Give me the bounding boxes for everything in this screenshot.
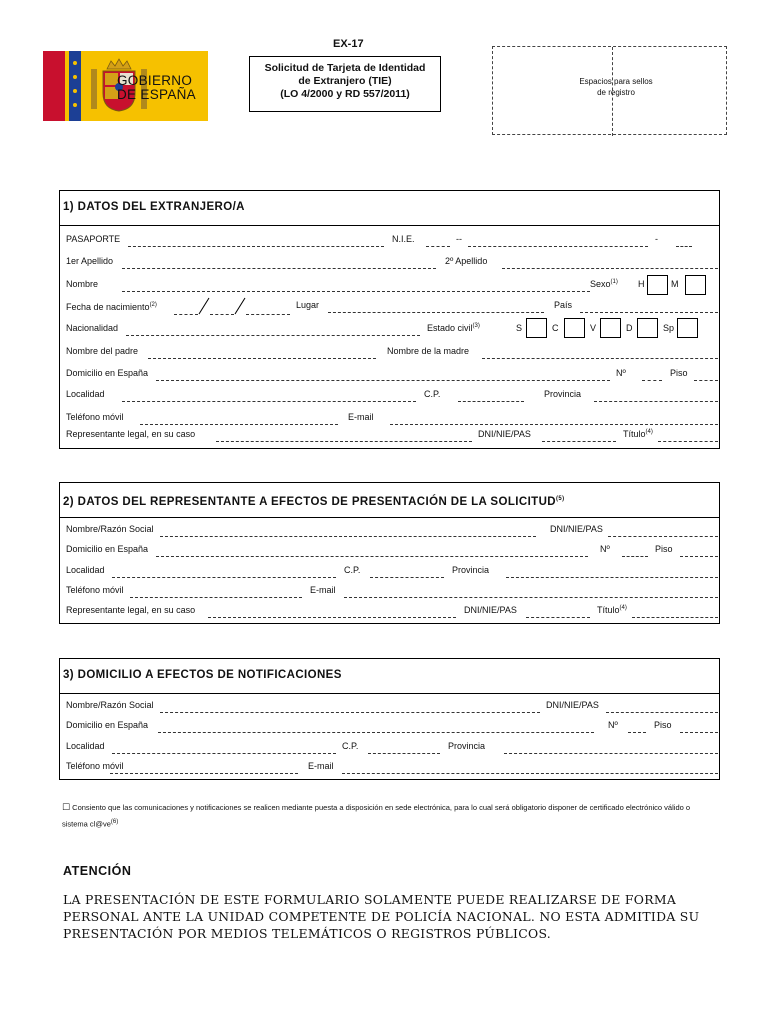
section-domicilio-notificaciones xyxy=(59,658,720,780)
input-provincia[interactable] xyxy=(506,577,718,578)
label-estado-civil: Estado civil$^{(3)}$ xyxy=(427,323,480,333)
label-titulo: Título$^{(4)}$ xyxy=(623,429,653,439)
label-ec-v: V xyxy=(590,323,597,333)
consent-text: Consiento que las comunicaciones y notificaciones se realicen mediante puesta a disposición en sede electrónica, para lo cual será obligatorio disponer de certificado electrónico válido o sistema cl@ve xyxy=(62,803,691,829)
label-lugar: Lugar xyxy=(296,300,320,310)
label-pasaporte: PASAPORTE xyxy=(66,234,121,244)
label-nombre-padre: Nombre del padre xyxy=(66,346,139,356)
label-telefono: Teléfono móvil xyxy=(66,585,124,595)
label-dni: DNI/NIE/PAS xyxy=(478,429,531,439)
label-localidad: Localidad xyxy=(66,565,105,575)
label-sexo-m: M xyxy=(671,279,679,289)
input-apellido2[interactable] xyxy=(502,268,718,269)
section3-title: 3) DOMICILIO A EFECTOS DE NOTIFICACIONES xyxy=(60,659,719,694)
label-dni: DNI/NIE/PAS xyxy=(546,700,599,710)
input-dni[interactable] xyxy=(542,441,616,442)
label-numero: Nº xyxy=(600,544,610,554)
label-telefono: Teléfono móvil xyxy=(66,761,124,771)
label-sexo-h: H xyxy=(638,279,645,289)
input-numero[interactable] xyxy=(642,380,662,381)
label-dni2: DNI/NIE/PAS xyxy=(464,605,517,615)
label-dni: DNI/NIE/PAS xyxy=(550,524,603,534)
label-sexo: Sexo$^{(1)}$ xyxy=(590,279,618,289)
gobierno-label: GOBIERNO DE ESPAÑA xyxy=(117,73,196,102)
label-domicilio: Domicilio en España xyxy=(66,368,149,378)
consent-note: (6) xyxy=(110,819,119,825)
label-cp: C.P. xyxy=(424,389,441,399)
input-telefono[interactable] xyxy=(140,424,338,425)
section2-title: 2) DATOS DEL REPRESENTANTE A EFECTOS DE PRESENTACIÓN DE LA SOLICITUD$^{(5)}$ xyxy=(60,483,719,518)
input-representante[interactable] xyxy=(216,441,472,442)
input-piso[interactable] xyxy=(680,556,718,557)
input-dni2[interactable] xyxy=(526,617,590,618)
label-numero: Nº xyxy=(608,720,618,730)
input-nie-number[interactable] xyxy=(468,246,648,247)
date-slash-icon xyxy=(198,297,210,315)
label-apellido2: 2º Apellido xyxy=(445,256,488,266)
input-nombre[interactable] xyxy=(122,291,590,292)
checkbox-estado-divorciado[interactable] xyxy=(637,318,658,338)
input-nie-letter[interactable] xyxy=(426,246,450,247)
input-numero[interactable] xyxy=(622,556,648,557)
label-cp: C.P. xyxy=(344,565,361,575)
checkbox-sexo-h[interactable] xyxy=(647,275,668,295)
label-fecha-nacimiento: Fecha de nacimiento$^{(2)}$ xyxy=(66,302,157,312)
input-nacionalidad[interactable] xyxy=(126,335,420,336)
label-provincia: Provincia xyxy=(544,389,582,399)
consent-notice xyxy=(62,800,712,832)
form-code: EX-17 xyxy=(333,38,364,50)
label-pais: País xyxy=(554,300,573,310)
form-title-box: Solicitud de Tarjeta de Identidad de Extranjero (TIE) (LO 4/2000 y RD 557/2011) xyxy=(249,56,441,112)
label-provincia: Provincia xyxy=(452,565,490,575)
input-email[interactable] xyxy=(342,773,718,774)
label-email: E-mail xyxy=(348,412,374,422)
label-titulo: Título$^{(4)}$ xyxy=(597,605,627,615)
input-apellido1[interactable] xyxy=(122,268,436,269)
label-piso: Piso xyxy=(670,368,688,378)
label-cp: C.P. xyxy=(342,741,359,751)
label-email: E-mail xyxy=(310,585,336,595)
label-representante: Representante legal, en su caso xyxy=(66,429,196,439)
input-email[interactable] xyxy=(390,424,718,425)
consent-checkbox[interactable]: ☐ xyxy=(62,802,71,812)
input-piso[interactable] xyxy=(694,380,718,381)
input-titulo[interactable] xyxy=(632,617,718,618)
input-pasaporte[interactable] xyxy=(128,246,384,247)
input-telefono[interactable] xyxy=(130,597,302,598)
label-nombre-madre: Nombre de la madre xyxy=(387,346,470,356)
label-localidad: Localidad xyxy=(66,741,105,751)
notice-text: LA PRESENTACIÓN DE ESTE FORMULARIO SOLAMENTE PUEDE REALIZARSE DE FORMA PERSONAL ANTE LA UNIDAD COMPETENTE DE POLICÍA NACIONAL. NO ESTA ADMITIDA SU PRESENTACIÓN POR MEDIOS TELEMÁTICOS O REGISTROS PÚBLICOS. xyxy=(63,892,700,941)
input-nombre-padre[interactable] xyxy=(148,358,376,359)
label-piso: Piso xyxy=(655,544,673,554)
input-titulo[interactable] xyxy=(658,441,718,442)
checkbox-estado-soltero[interactable] xyxy=(526,318,547,338)
label-piso: Piso xyxy=(654,720,672,730)
label-representante: Representante legal, en su caso xyxy=(66,605,196,615)
date-slash-icon xyxy=(234,297,246,315)
label-nacionalidad: Nacionalidad xyxy=(66,323,119,333)
input-cp[interactable] xyxy=(368,753,440,754)
input-domicilio[interactable] xyxy=(156,380,610,381)
input-fecha-anio[interactable] xyxy=(246,314,290,315)
label-ec-d: D xyxy=(626,323,633,333)
input-domicilio[interactable] xyxy=(158,732,594,733)
section-datos-extranjero xyxy=(59,190,720,449)
input-provincia[interactable] xyxy=(594,401,718,402)
nie-separator-2: - xyxy=(655,234,658,244)
nie-separator: -- xyxy=(456,234,462,244)
checkbox-sexo-m[interactable] xyxy=(685,275,706,295)
input-nombre-razon[interactable] xyxy=(160,712,540,713)
label-nombre-razon: Nombre/Razón Social xyxy=(66,700,154,710)
label-nombre: Nombre xyxy=(66,279,99,289)
input-nombre-madre[interactable] xyxy=(482,358,718,359)
label-domicilio: Domicilio en España xyxy=(66,720,149,730)
section1-title: 1) DATOS DEL EXTRANJERO/A xyxy=(60,191,719,226)
checkbox-estado-casado[interactable] xyxy=(564,318,585,338)
gobierno-de-espana-logo xyxy=(43,51,208,121)
input-dni[interactable] xyxy=(608,536,718,537)
label-ec-c: C xyxy=(552,323,559,333)
input-piso[interactable] xyxy=(680,732,718,733)
input-cp[interactable] xyxy=(458,401,524,402)
label-ec-sp: Sp xyxy=(663,323,675,333)
label-telefono: Teléfono móvil xyxy=(66,412,124,422)
input-cp[interactable] xyxy=(370,577,444,578)
input-provincia[interactable] xyxy=(504,753,718,754)
label-email: E-mail xyxy=(308,761,334,771)
registry-stamp-area: Espacios para sellos de registro xyxy=(492,46,727,135)
checkbox-estado-viudo[interactable] xyxy=(600,318,621,338)
input-fecha-dia[interactable] xyxy=(174,314,198,315)
section-datos-representante xyxy=(59,482,720,624)
label-ec-s: S xyxy=(516,323,523,333)
input-localidad[interactable] xyxy=(112,577,336,578)
label-numero: Nº xyxy=(616,368,626,378)
label-localidad: Localidad xyxy=(66,389,105,399)
input-email[interactable] xyxy=(344,597,718,598)
checkbox-estado-separado[interactable] xyxy=(677,318,698,338)
input-representante[interactable] xyxy=(208,617,456,618)
input-nie-control[interactable] xyxy=(676,246,692,247)
input-pais[interactable] xyxy=(580,312,718,313)
input-localidad[interactable] xyxy=(122,401,416,402)
input-fecha-mes[interactable] xyxy=(210,314,234,315)
label-apellido1: 1er Apellido xyxy=(66,256,114,266)
input-domicilio[interactable] xyxy=(156,556,588,557)
notice-heading: ATENCIÓN xyxy=(63,864,132,878)
input-telefono[interactable] xyxy=(110,773,298,774)
label-domicilio: Domicilio en España xyxy=(66,544,149,554)
label-nombre-razon: Nombre/Razón Social xyxy=(66,524,154,534)
input-numero[interactable] xyxy=(628,732,646,733)
input-dni[interactable] xyxy=(606,712,718,713)
label-provincia: Provincia xyxy=(448,741,486,751)
input-lugar[interactable] xyxy=(328,312,544,313)
input-nombre-razon[interactable] xyxy=(160,536,536,537)
label-nie: N.I.E. xyxy=(392,234,415,244)
input-localidad[interactable] xyxy=(112,753,336,754)
